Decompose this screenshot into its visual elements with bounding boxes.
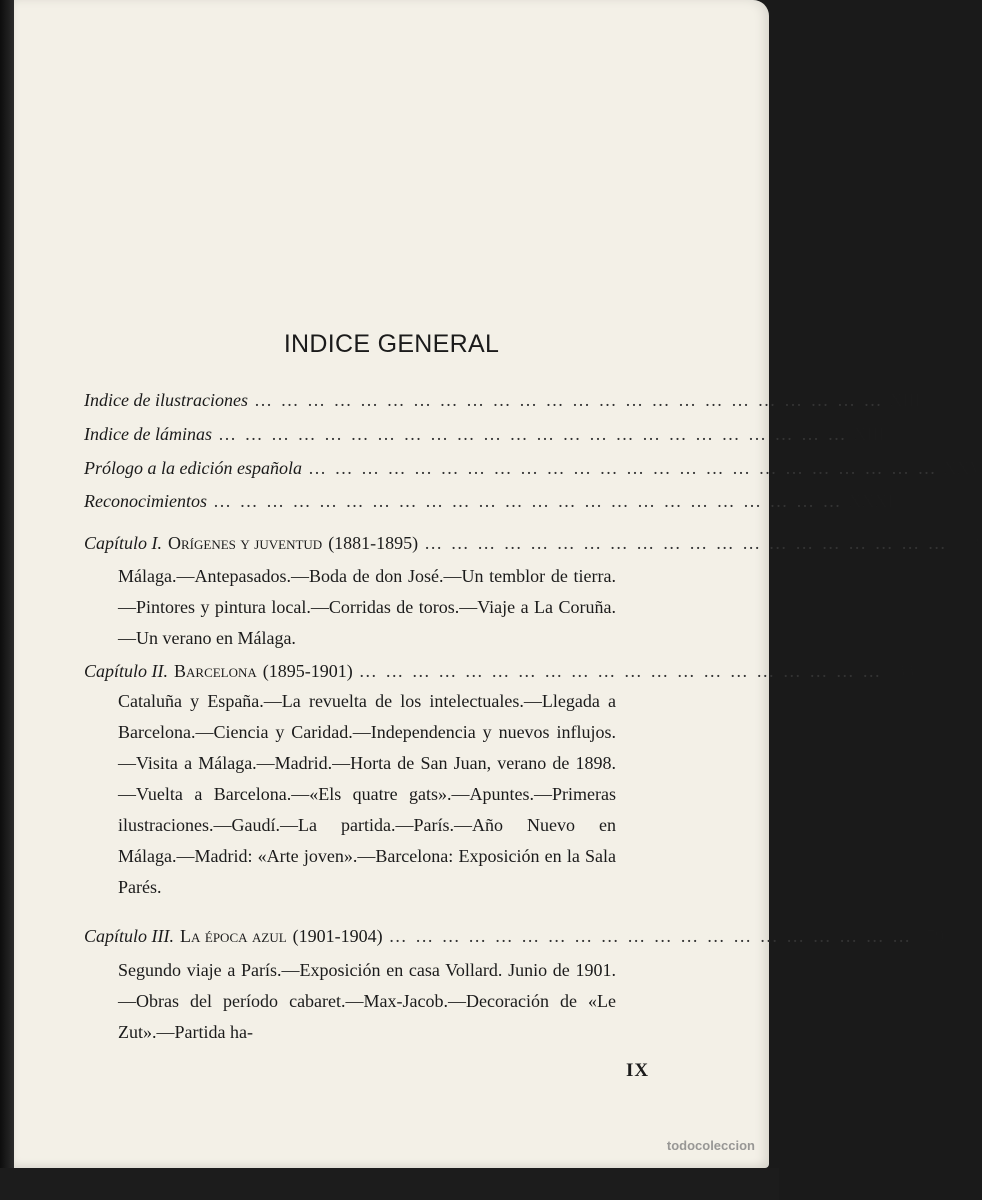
watermark-logo-text: todocoleccion	[666, 1138, 755, 1153]
leader-dots: … … … … … … … … … … … … … … … … … … … … … … … …	[253, 390, 884, 410]
toc-entry-reconocimientos	[84, 486, 894, 516]
toc-entry-page: XXXI	[848, 491, 894, 511]
toc-entry-laminas	[84, 419, 885, 449]
chapter-label: Capítulo II.	[84, 661, 168, 681]
leader-dots: … … … … … … … … … … … … … … … … … … … … … … … …	[212, 491, 843, 511]
toc-entry-label: Reconocimientos	[84, 491, 207, 511]
book-spine-shadow	[0, 0, 14, 1200]
leader-dots: … … … … … … … … … … … … … … … … … … … … … … … …	[307, 458, 938, 478]
chapter-page: 79	[926, 926, 945, 946]
toc-entry-label: Prólogo a la edición española	[84, 458, 302, 478]
chapter-label: Capítulo III.	[84, 926, 174, 946]
toc-entry-ilustraciones	[84, 385, 921, 415]
chapter-page: 33	[896, 661, 915, 681]
book-page	[14, 0, 982, 1168]
background-strip	[0, 1168, 779, 1200]
chapter-page: 3	[970, 533, 980, 553]
toc-entry-page: XIII	[853, 424, 885, 444]
chapter-title: Barcelona	[174, 661, 257, 681]
toc-entry-label: Indice de ilustraciones	[84, 390, 248, 410]
chapter-years: (1895-1901)	[262, 661, 353, 681]
chapter-3-description: Segundo viaje a París.—Exposición en casa Vollard. Junio de 1901.—Obras del período cabaret.—Max-Jacob.—Decoración de «Le Zut».—Partida ha-	[118, 960, 616, 1042]
chapter-title: Orígenes y juventud	[168, 533, 323, 553]
chapter-1-description: Málaga.—Antepasados.—Boda de don José.—Un temblor de tierra.—Pintores y pintura local.—Corridas de toros.—Viaje a La Coruña.—Un verano en Málaga.	[118, 566, 616, 648]
chapter-2-description: Cataluña y España.—La revuelta de los intelectuales.—Llegada a Barcelona.—Ciencia y Caridad.—Independencia y nuevos influjos.—Visita a Málaga.—Madrid.—Horta de San Juan, verano de 1898.—Vuelta a Barcelona.—«Els quatre gats».—Apuntes.—Primeras ilustraciones.—Gaudí.—La partida.—París.—Año Nuevo en Málaga.—Madrid: «Arte joven».—Barcelona: Exposición en la Sala Parés.	[118, 691, 616, 897]
chapter-years: (1901-1904)	[292, 926, 383, 946]
chapter-1-heading	[84, 528, 980, 558]
chapter-3-heading	[84, 921, 945, 951]
leader-dots: … … … … … … … … … … … … … … … … … … … …	[424, 533, 948, 553]
page-number: IX	[626, 1060, 650, 1081]
toc-entry-page: XXV	[943, 458, 982, 478]
page-title: INDICE GENERAL	[283, 330, 500, 358]
chapter-label: Capítulo I.	[84, 533, 163, 553]
toc-entry-page: XIII	[889, 390, 921, 410]
leader-dots: … … … … … … … … … … … … … … … … … … … …	[388, 926, 913, 946]
chapter-title: La época azul	[180, 926, 287, 946]
toc-entry-prologo	[84, 453, 982, 483]
toc-entry-label: Indice de láminas	[84, 424, 212, 444]
chapter-years: (1881-1895)	[328, 533, 419, 553]
chapter-2-heading	[84, 656, 915, 686]
leader-dots: … … … … … … … … … … … … … … … … … … … …	[358, 661, 883, 681]
leader-dots: … … … … … … … … … … … … … … … … … … … … … … … …	[217, 424, 848, 444]
